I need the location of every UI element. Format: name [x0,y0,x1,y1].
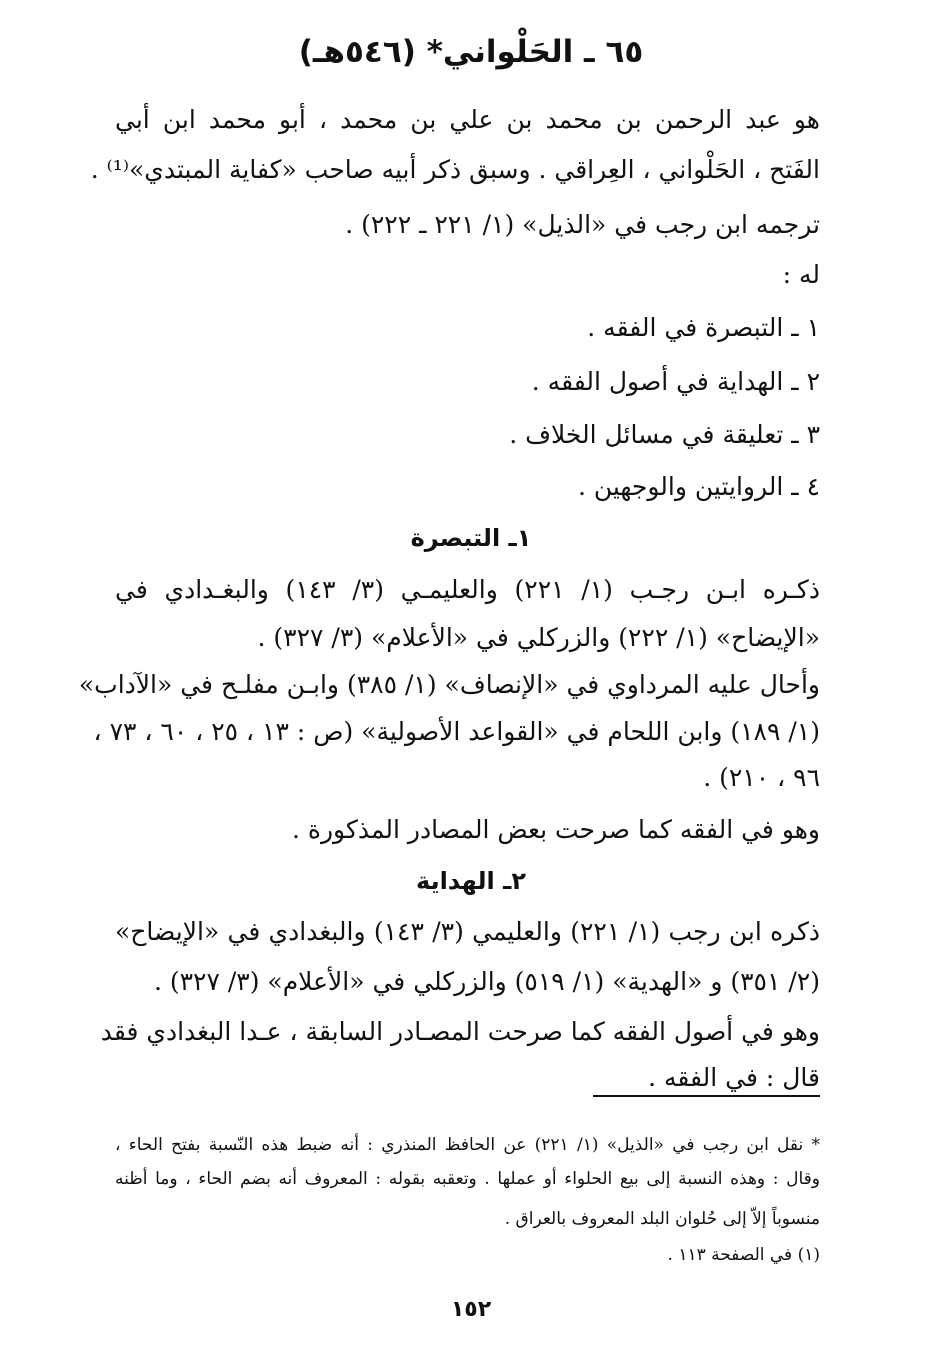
section2-line-3: وهو في أصول الفقه كما صرحت المصـادر السابقة ، عـدا البغدادي فقد [100,1017,820,1046]
section2-line-1: ذكره ابن رجب (١/ ٢٢١) والعليمي (٣/ ١٤٣) والبغدادي في «الإيضاح» [115,917,821,946]
footnote-line-4: (١) في الصفحة ١١٣ . [667,1245,820,1265]
works-item-4: ٤ ـ الروايتين والوجهين . [577,472,820,501]
section1-line-3: وأحال عليه المرداوي في «الإنصاف» (١/ ٣٨٥) وابـن مفلـح في «الآداب» [78,670,820,699]
footnote-line-2: وقال : وهذه النسبة إلى بيع الحلواء أو عملها . وتعقبه بقوله : المعروف أنه بضم الحاء ، وما أظنه [115,1169,820,1189]
works-item-2: ٢ ـ الهداية في أصول الفقه . [531,367,820,396]
intro-line-3: ترجمه ابن رجب في «الذيل» (١/ ٢٢١ ـ ٢٢٢) . [345,210,820,239]
page-number: ١٥٢ [450,1297,492,1322]
footnote-line-3: منسوباً إلاّ إلى حُلوان البلد المعروف بالعراق . [504,1209,820,1229]
section2-line-4: قال : في الفقه . [648,1063,820,1092]
section-heading-tabsira: ١ـ التبصرة [410,524,532,552]
footnote-line-1: * نقل ابن رجب في «الذيل» (١/ ٢٢١) عن الحافظ المنذري : أنه ضبط هذه النّسبة بفتح الحاء ، [115,1135,820,1155]
section-heading-hidaya: ٢ـ الهداية [416,867,526,895]
section1-line-6: وهو في الفقه كما صرحت بعض المصادر المذكورة . [291,815,820,844]
footnote-separator [593,1095,820,1097]
section2-line-2: (٢/ ٣٥١) و «الهدية» (١/ ٥١٩) والزركلي في «الأعلام» (٣/ ٣٢٧) . [153,967,820,996]
section1-line-4: (١/ ١٨٩) وابن اللحام في «القواعد الأصولية» (ص : ١٣ ، ٢٥ ، ٦٠ ، ٧٣ ، [93,717,820,746]
works-item-1: ١ ـ التبصرة في الفقه . [587,313,820,342]
section1-line-5: ٩٦ ، ٢١٠) . [703,763,820,792]
intro-line-1: هو عبد الرحمن بن محمد بن علي بن محمد ، أبو محمد ابن أبي [115,105,820,134]
entry-title: ٦٥ ـ الحَلْواني* (٥٤٦هـ) [298,34,644,70]
section1-line-1: ذكـره ابـن رجـب (١/ ٢٢١) والعليمـي (٣/ ١٤٣) والبغـدادي في [115,575,820,604]
works-item-3: ٣ ـ تعليقة في مسائل الخلاف . [509,420,820,449]
section1-line-2: «الإيضاح» (١/ ٢٢٢) والزركلي في «الأعلام» (٣/ ٣٢٧) . [257,623,820,652]
intro-line-4: له : [782,260,820,289]
intro-line-2: الفَتح ، الحَلْواني ، العِراقي . وسبق ذكر أبيه صاحب «كفاية المبتدي»⁽¹⁾ . [90,155,820,184]
